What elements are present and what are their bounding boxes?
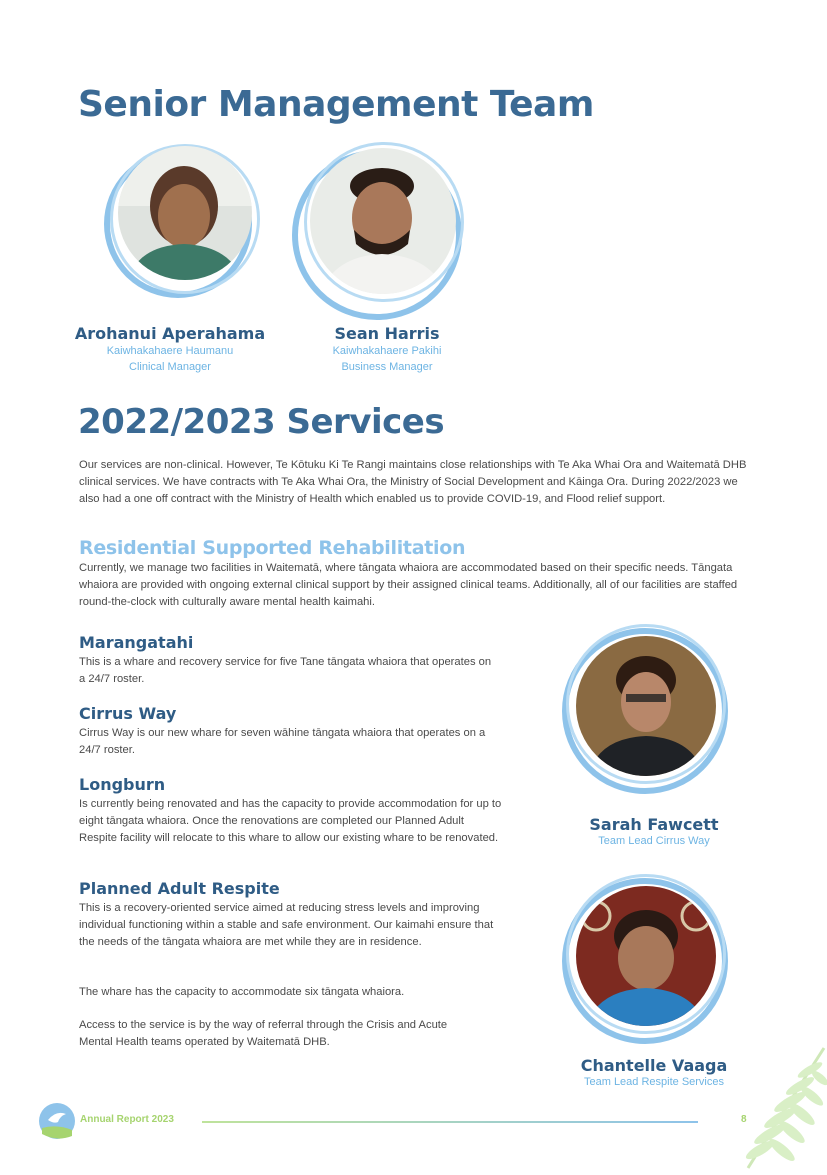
portrait-chantelle: [562, 874, 732, 1054]
page-title: Senior Management Team: [78, 84, 594, 125]
kotuku-bird-logo-icon: [38, 1102, 76, 1140]
facility-heading: Planned Adult Respite: [79, 879, 280, 898]
rsr-text: Currently, we manage two facilities in Waitematā, where tāngata whaiora are accommodated based on their specific needs. Tāngata whaiora are provided with ongoing external clinical support by their assigned clinical teams. Additionally, all of our facilities are staffed round-the-clock with culturally aware mental health kaimahi.: [79, 562, 738, 608]
person-name: Sean Harris: [334, 324, 440, 343]
facility-text: This is a recovery-oriented service aimed at reducing stress levels and improving individual functioning within a stable and safe environment. Our kaimahi ensure that the needs of the tāngata whaiora are met while they are in residence.: [79, 902, 494, 948]
facility-text: Cirrus Way is our new whare for seven wāhine tāngata whaiora that operates on a 24/7 roster.: [79, 727, 486, 756]
person-role-english: Team Lead Cirrus Way: [598, 835, 710, 847]
facility-text: This is a whare and recovery service for five Tane tāngata whaiora that operates on a 24/7 roster.: [79, 656, 492, 685]
facility-heading: Cirrus Way: [79, 704, 177, 723]
person-name: Sarah Fawcett: [589, 815, 719, 834]
footer-divider: [202, 1121, 698, 1123]
fern-frond-icon: [738, 1044, 827, 1170]
rsr-heading: Residential Supported Rehabilitation: [79, 537, 466, 559]
person-role-english: Team Lead Respite Services: [583, 1076, 724, 1088]
portrait-photo: [118, 146, 252, 280]
person-role-english: Business Manager: [341, 361, 433, 373]
footer-label: Annual Report 2023: [80, 1114, 174, 1125]
portrait-photo: [310, 148, 456, 294]
person-name: Chantelle Vaaga: [580, 1056, 728, 1075]
facility-text-referral: Access to the service is by the way of referral through the Crisis and Acute Mental Health teams operated by Waitematā DHB.: [79, 1019, 448, 1048]
portrait-arohanui: [104, 136, 264, 326]
facility-text: Is currently being renovated and has the capacity to provide accommodation for up to eight tāngata whaiora. Once the renovations are completed our Planned Adult Respite facility will relocate to this whare to allow our existing whare to be renovated.: [79, 798, 502, 844]
portrait-sean: [292, 136, 472, 326]
portrait-photo: [576, 636, 716, 776]
person-role-maori: Kaiwhakahaere Pakihi: [332, 345, 442, 357]
services-intro: Our services are non-clinical. However, Te Kōtuku Ki Te Rangi maintains close relationships with Te Aka Whai Ora and Waitematā DHB clinical services. We have contracts with Te Aka Whai Ora, the Ministry of Social Development and Kāinga Ora. During 2022/2023 we also had a one off contract with the Ministry of Health which enabled us to provide COVID-19, and Flood relief support.: [79, 459, 747, 505]
facility-heading: Marangatahi: [79, 633, 194, 652]
person-role-english: Clinical Manager: [129, 361, 211, 373]
person-role-maori: Kaiwhakahaere Haumanu: [106, 345, 234, 357]
portrait-photo: [576, 886, 716, 1026]
facility-heading: Longburn: [79, 775, 166, 794]
section-title-services: 2022/2023 Services: [78, 402, 445, 442]
person-name: Arohanui Aperahama: [74, 324, 266, 343]
page-number: 8: [741, 1114, 747, 1125]
facility-text-capacity: The whare has the capacity to accommodate six tāngata whaiora.: [79, 986, 405, 998]
portrait-sarah: [562, 624, 732, 804]
